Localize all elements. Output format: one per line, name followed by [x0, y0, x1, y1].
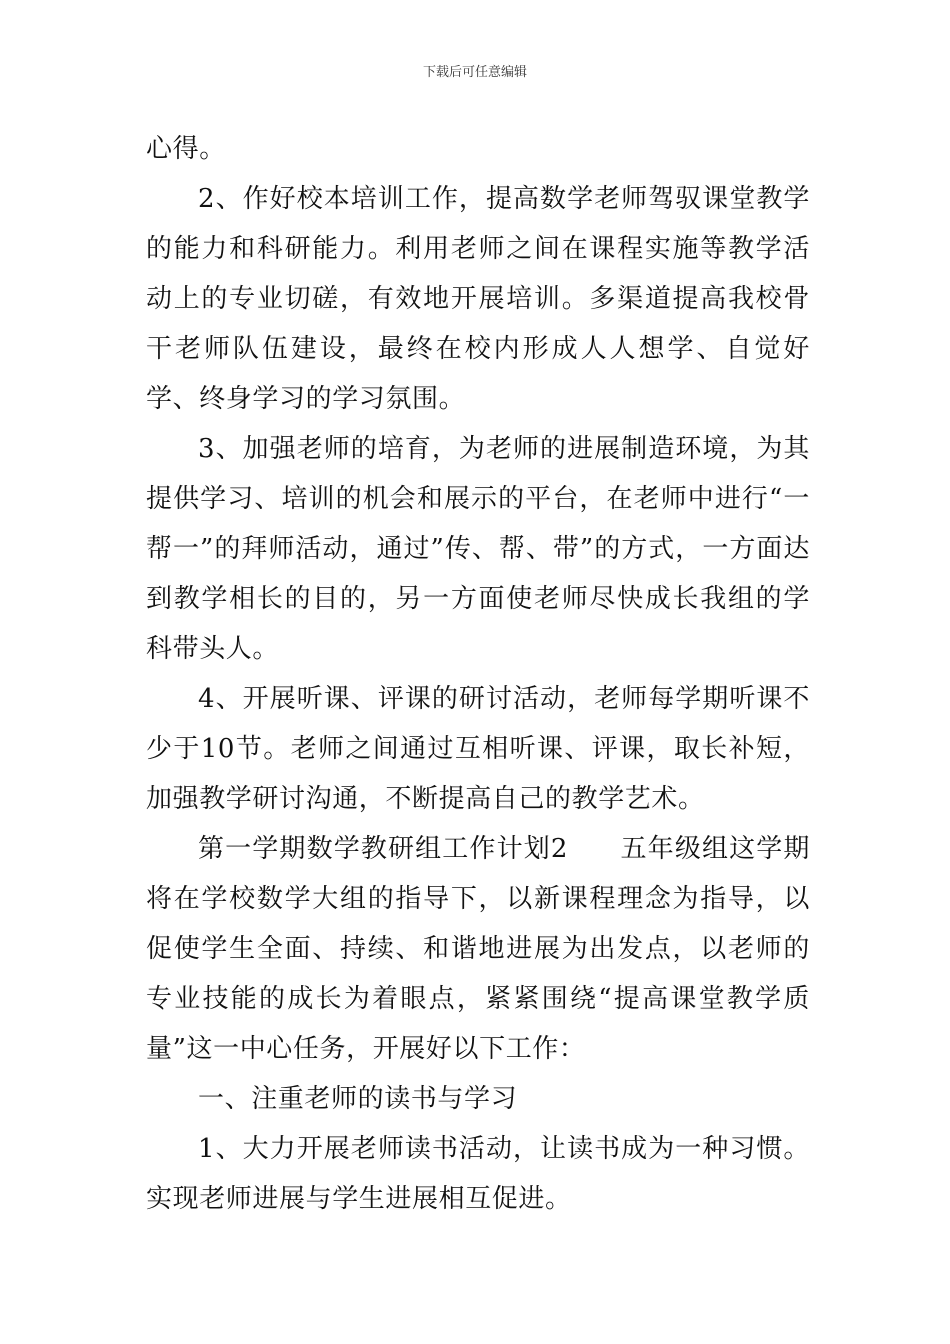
- paragraph-continuation: 心得。: [146, 134, 226, 164]
- paragraph-item-3: 3、加强老师的培育，为老师的进展制造环境，为其提供学习、培训的机会和展示的平台，在老师中进行“一帮一”的拜师活动，通过”传、帮、带”的方式，一方面达到教学相长的目的，另一方面使老师尽快成长我组的学科带头人。: [146, 434, 810, 664]
- section-paragraph: [146, 824, 810, 1074]
- document-body: [146, 124, 810, 1224]
- page-header: 下载后可任意编辑: [422, 65, 527, 80]
- heading-one: 一、注重老师的读书与学习: [198, 1084, 518, 1114]
- section-intro-text: 五年级组这学期将在学校数学大组的指导下，以新课程理念为指导，以促使学生全面、持续、和谐地进展为出发点，以老师的专业技能的成长为着眼点，紧紧围绕“提高课堂教学质量”这一中心任务，开展好以下工作：: [146, 834, 810, 1064]
- paragraph-item-4: 4、开展听课、评课的研讨活动，老师每学期听课不少于10节。老师之间通过互相听课、评课，取长补短，加强教学研讨沟通，不断提高自己的教学艺术。: [146, 684, 810, 814]
- section-title: 第一学期数学教研组工作计划2: [198, 834, 568, 864]
- paragraph-item-2: 2、作好校本培训工作，提高数学老师驾驭课堂教学的能力和科研能力。利用老师之间在课程实施等教学活动上的专业切磋，有效地开展培训。多渠道提高我校骨干老师队伍建设，最终在校内形成人人想学、自觉好学、终身学习的学习氛围。: [146, 184, 810, 414]
- paragraph-reading-1: 1、大力开展老师读书活动，让读书成为一种习惯。实现老师进展与学生进展相互促进。: [146, 1134, 810, 1214]
